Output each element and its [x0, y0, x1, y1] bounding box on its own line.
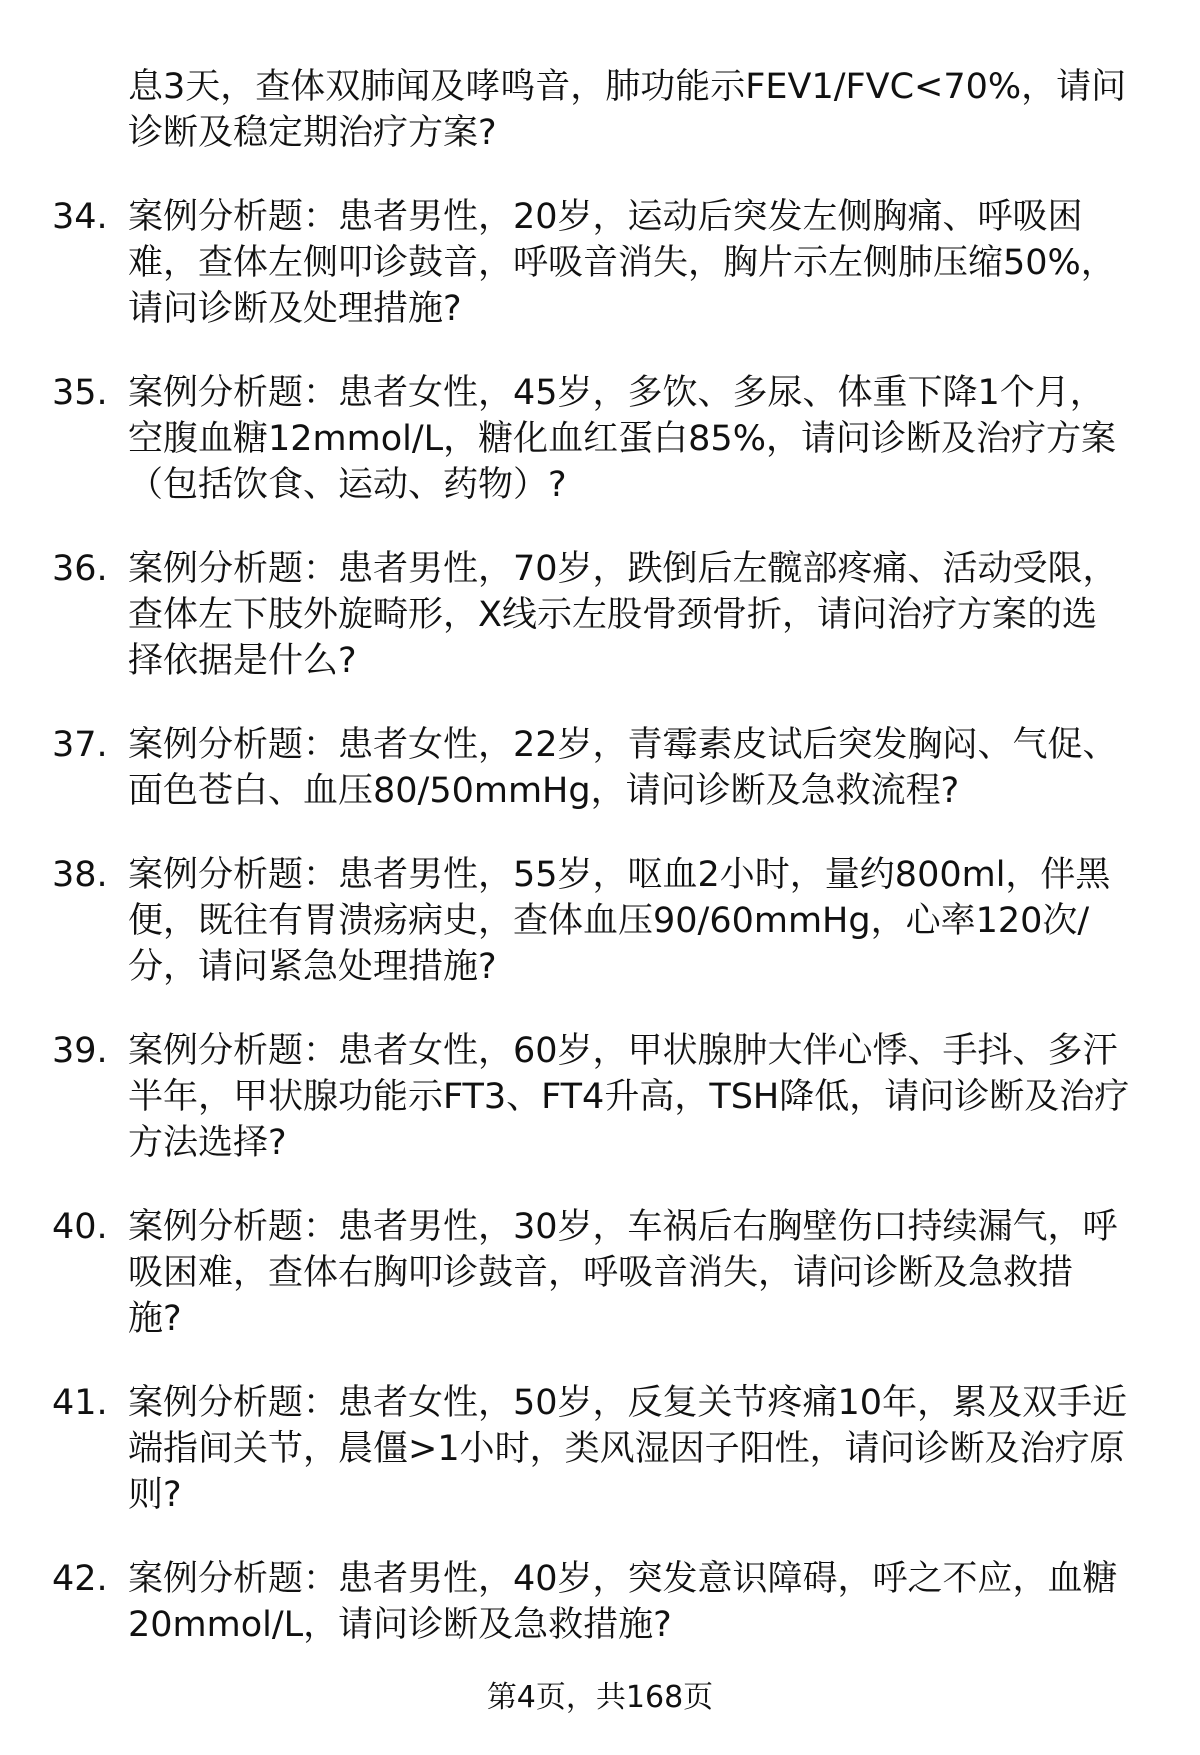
question-item	[0, 1556, 1200, 1648]
page-number: 第4页，共168页	[486, 1680, 714, 1715]
question-item	[0, 852, 1200, 990]
question-text-line: 施?	[128, 1299, 182, 1339]
question-text-line: （包括饮食、运动、药物）?	[128, 465, 567, 505]
question-text-line: 案例分析题：患者男性，55岁，呕血2小时，量约800ml，伴黑	[128, 855, 1111, 895]
question-item	[0, 722, 1200, 814]
question-number: 36.	[52, 549, 108, 589]
question-text-line: 案例分析题：患者女性，60岁，甲状腺肿大伴心悸、手抖、多汗	[128, 1031, 1118, 1071]
question-number: 41.	[52, 1383, 108, 1423]
question-list	[0, 64, 1200, 1648]
question-items	[0, 194, 1200, 1648]
question-number: 39.	[52, 1031, 108, 1071]
question-text-line: 案例分析题：患者男性，20岁，运动后突发左侧胸痛、呼吸困	[128, 197, 1083, 237]
question-item	[0, 1380, 1200, 1518]
question-text-line: 端指间关节，晨僵>1小时，类风湿因子阳性，请问诊断及治疗原	[128, 1429, 1125, 1469]
question-number: 35.	[52, 373, 108, 413]
question-text-line: 案例分析题：患者男性，70岁，跌倒后左髋部疼痛、活动受限，	[128, 549, 1118, 589]
question-item	[0, 546, 1200, 684]
question-number: 37.	[52, 725, 108, 765]
question-text-line: 择依据是什么?	[128, 641, 357, 681]
question-number: 38.	[52, 855, 108, 895]
question-text-line: 案例分析题：患者女性，50岁，反复关节疼痛10年，累及双手近	[128, 1383, 1128, 1423]
question-text-line: 难，查体左侧叩诊鼓音，呼吸音消失，胸片示左侧肺压缩50%，	[128, 243, 1116, 283]
question-number: 40.	[52, 1207, 108, 1247]
question-text-line: 请问诊断及处理措施?	[128, 289, 462, 329]
question-text-line: 案例分析题：患者男性，30岁，车祸后右胸壁伤口持续漏气，呼	[128, 1207, 1118, 1247]
continued-question-text	[0, 64, 1200, 156]
question-item	[0, 1028, 1200, 1166]
question-item	[0, 370, 1200, 508]
question-text-line: 则?	[128, 1475, 182, 1515]
text-line: 息3天，查体双肺闻及哮鸣音，肺功能示FEV1/FVC<70%，请问	[128, 67, 1127, 107]
text-line: 诊断及稳定期治疗方案?	[128, 113, 497, 153]
question-text-line: 20mmol/L，请问诊断及急救措施?	[128, 1605, 672, 1645]
question-text-line: 案例分析题：患者男性，40岁，突发意识障碍，呼之不应，血糖	[128, 1559, 1118, 1599]
question-number: 42.	[52, 1559, 108, 1599]
question-text-line: 查体左下肢外旋畸形，X线示左股骨颈骨折，请问治疗方案的选	[128, 595, 1097, 635]
question-text-line: 面色苍白、血压80/50mmHg，请问诊断及急救流程?	[128, 771, 960, 811]
question-item	[0, 194, 1200, 332]
question-text-line: 案例分析题：患者女性，22岁，青霉素皮试后突发胸闷、气促、	[128, 725, 1118, 765]
question-number: 34.	[52, 197, 108, 237]
question-text-line: 案例分析题：患者女性，45岁，多饮、多尿、体重下降1个月，	[128, 373, 1105, 413]
question-text-line: 分，请问紧急处理措施?	[128, 947, 497, 987]
question-text-line: 方法选择?	[128, 1123, 287, 1163]
question-text-line: 半年，甲状腺功能示FT3、FT4升高，TSH降低，请问诊断及治疗	[128, 1077, 1130, 1117]
question-item	[0, 1204, 1200, 1342]
question-text-line: 空腹血糖12mmol/L，糖化血红蛋白85%，请问诊断及治疗方案	[128, 419, 1116, 459]
question-text-line: 便，既往有胃溃疡病史，查体血压90/60mmHg，心率120次/	[128, 901, 1090, 941]
question-text-line: 吸困难，查体右胸叩诊鼓音，呼吸音消失，请问诊断及急救措	[128, 1253, 1074, 1293]
